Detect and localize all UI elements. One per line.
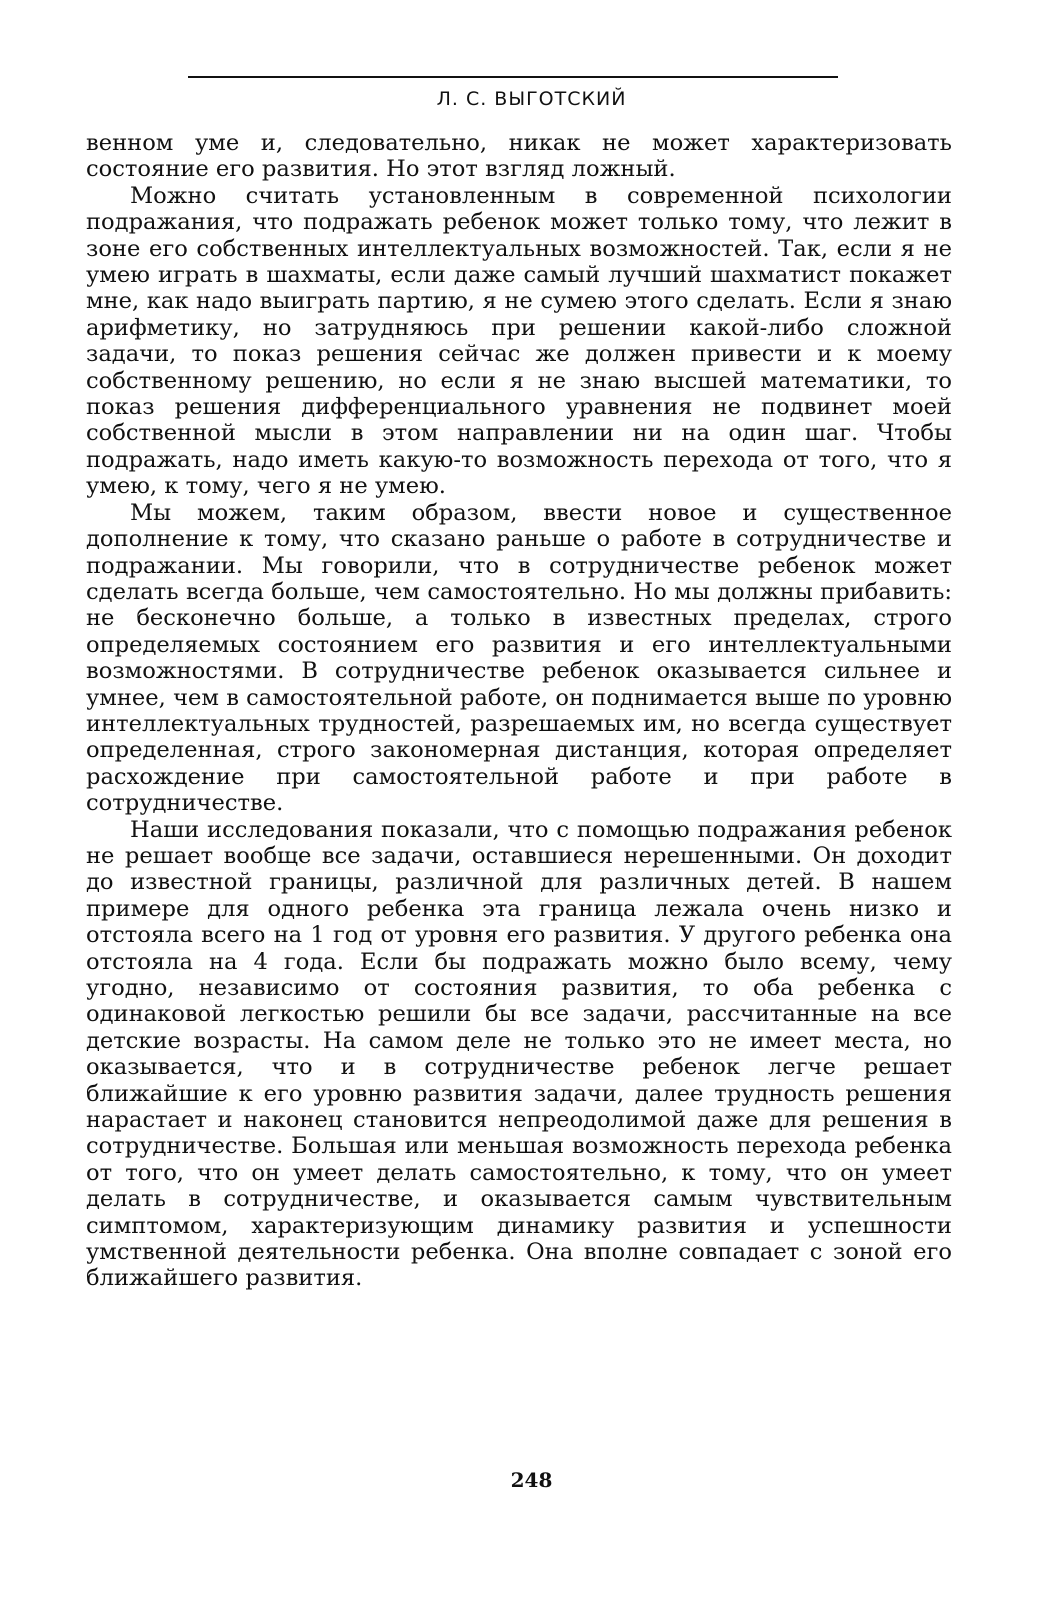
paragraph-research-findings: Наши исследования показали, что с помощью подражания ребенок не решает вообще все задачи, оставшиеся нерешенными. Он доходит до известной границы, различной для различных детей. В нашем примере для одного ребенка эта граница лежала очень низко и отстояла всего на 1 год от уровня его развития. У другого ребенка она отстояла на 4 года. Если бы подражать можно было всему, чему угодно, независимо от состояния развития, то оба ребенка с одинаковой легкостью решили бы все задачи, рассчитанные на все детские возрасты. На самом деле не только это не имеет места, но оказывается, что и в сотрудничестве ребенок легче решает ближайшие к его уровню развития задачи, далее трудность решения нарастает и наконец становится непреодолимой даже для решения в сотрудничестве. Большая или меньшая возможность перехода ребенка от того, что он умеет делать самостоятельно, к тому, что он умеет делать в сотрудничестве, и оказывается самым чувствительным симптомом, характеризующим динамику развития и успешности умственной деятельности ребенка. Она вполне совпадает с зоной его ближайшего развития. bbox=[86, 816, 952, 1292]
paragraph-imitation-zone: Можно считать установленным в современной психологии подражания, что подражать ребенок может только тому, что лежит в зоне его собственных интеллектуальных возможностей. Так, если я не умею играть в шахматы, если даже самый лучший шахматист покажет мне, как надо выиграть партию, я не сумею этого сделать. Если я знаю арифметику, но затрудняюсь при решении какой-либо сложной задачи, то показ решения сейчас же должен привести и к моему собственному решению, но если я не знаю высшей математики, то показ решения дифференциального уравнения не подвинет моей собственной мысли в этом направлении ни на один шаг. Чтобы подражать, надо иметь какую-то возможность перехода от того, что я умею, к тому, чего я не умею. bbox=[86, 182, 952, 500]
paragraph-continuation: венном уме и, следовательно, никак не может характеризовать состояние его развития. Но этот взгляд ложный. bbox=[86, 130, 952, 183]
header-rule bbox=[188, 76, 838, 78]
running-head: Л. С. ВЫГОТСКИЙ bbox=[436, 88, 627, 110]
page-body bbox=[86, 130, 952, 1292]
paragraph-cooperation-limits: Мы можем, таким образом, ввести новое и существенное дополнение к тому, что сказано раньше о работе в сотрудничестве и подражании. Мы говорили, что в сотрудничестве ребенок может сделать всегда больше, чем самостоятельно. Но мы должны прибавить: не бесконечно больше, а только в известных пределах, строго определяемых состоянием его развития и его интеллектуальными возможностями. В сотрудничестве ребенок оказывается сильнее и умнее, чем в самостоятельной работе, он поднимается выше по уровню интеллектуальных трудностей, разрешаемых им, но всегда существует определенная, строго закономерная дистанция, которая определяет расхождение при самостоятельной работе и при работе в сотрудничестве. bbox=[86, 499, 952, 817]
page-number: 248 bbox=[510, 1468, 553, 1492]
